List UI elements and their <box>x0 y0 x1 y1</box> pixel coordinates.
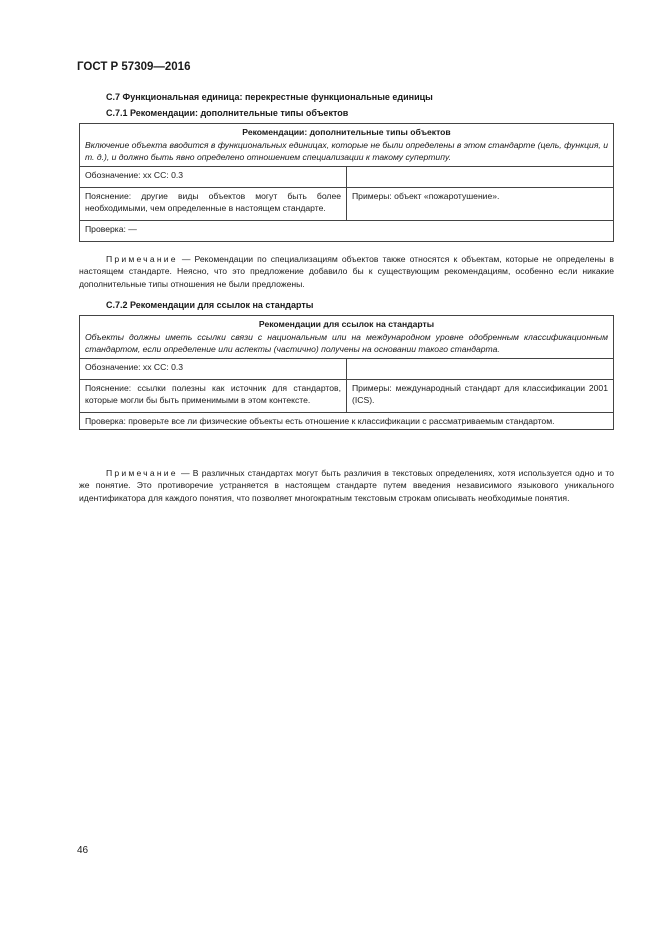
table1-designation: Обозначение: хх СС: 0.3 <box>80 166 347 187</box>
document-id: ГОСТ Р 57309—2016 <box>77 61 191 73</box>
table2-explanation: Пояснение: ссылки полезны как источник для стандартов, которые могли бы быть применимыми в этом контексте. <box>80 379 347 412</box>
table1-header-cell <box>80 124 614 167</box>
recommendation-table-1 <box>79 123 614 242</box>
table1-title: Рекомендации: дополнительные типы объектов <box>242 127 451 137</box>
subsection-title-1: С.7.1 Рекомендации: дополнительные типы объектов <box>106 108 349 118</box>
table1-intro: Включение объекта вводится в функциональных единицах, которые не были определены в этом стандарте (цель, функция, и т. д.), и должно быть явно определено отношением специализации к такому супертипу. <box>85 139 608 162</box>
page-number: 46 <box>77 845 89 856</box>
recommendation-table-2 <box>79 315 614 430</box>
table1-empty-cell <box>347 166 614 187</box>
note-2 <box>79 467 614 504</box>
table2-header-cell <box>80 316 614 359</box>
table1-examples: Примеры: объект «пожаротушение». <box>347 187 614 220</box>
table2-title: Рекомендации для ссылок на стандарты <box>258 319 435 329</box>
table2-intro: Объекты должны иметь ссылки связи с национальным или на международном уровне одобренным классификационным стандартом, если определение или аспекты (частично) получены на основании такого стандарта. <box>85 331 608 354</box>
note-1 <box>79 253 614 290</box>
note-1-text: — Рекомендации по специализациям объектов также относятся к объектам, которые не определены в настоящем стандарте. Неясно, что это предложение добавило бы к существующим рекомендациям, особенно если никакие дополнительные типы отношения не были предложены. <box>79 254 614 289</box>
note-2-text: — В различных стандартах могут быть различия в текстовых определениях, хотя используется одно и то же понятие. Это противоречие устраняется в настоящем стандарте путем введения независимого языкового уникального идентификатора для каждого понятия, что позволяет многократным текстовым строкам описывать необходимые понятия. <box>79 468 614 503</box>
table2-examples: Примеры: международный стандарт для классификации 2001 (ICS). <box>347 379 614 412</box>
table1-explanation: Пояснение: другие виды объектов могут быть более необходимыми, чем определенные в настоящем стандарте. <box>80 187 347 220</box>
section-title: С.7 Функциональная единица: перекрестные функциональные единицы <box>106 92 433 102</box>
table2-designation: Обозначение: хх СС: 0.3 <box>80 358 347 379</box>
table1-check: Проверка: — <box>80 220 614 241</box>
table2-empty-cell <box>347 358 614 379</box>
note-2-label: Примечание <box>106 468 178 478</box>
table2-check: Проверка: проверьте все ли физические объекты есть отношение к классификации с рассматриваемым стандартом. <box>80 412 614 430</box>
note-1-label: Примечание <box>106 254 178 264</box>
subsection-title-2: С.7.2 Рекомендации для ссылок на стандарты <box>106 300 314 310</box>
